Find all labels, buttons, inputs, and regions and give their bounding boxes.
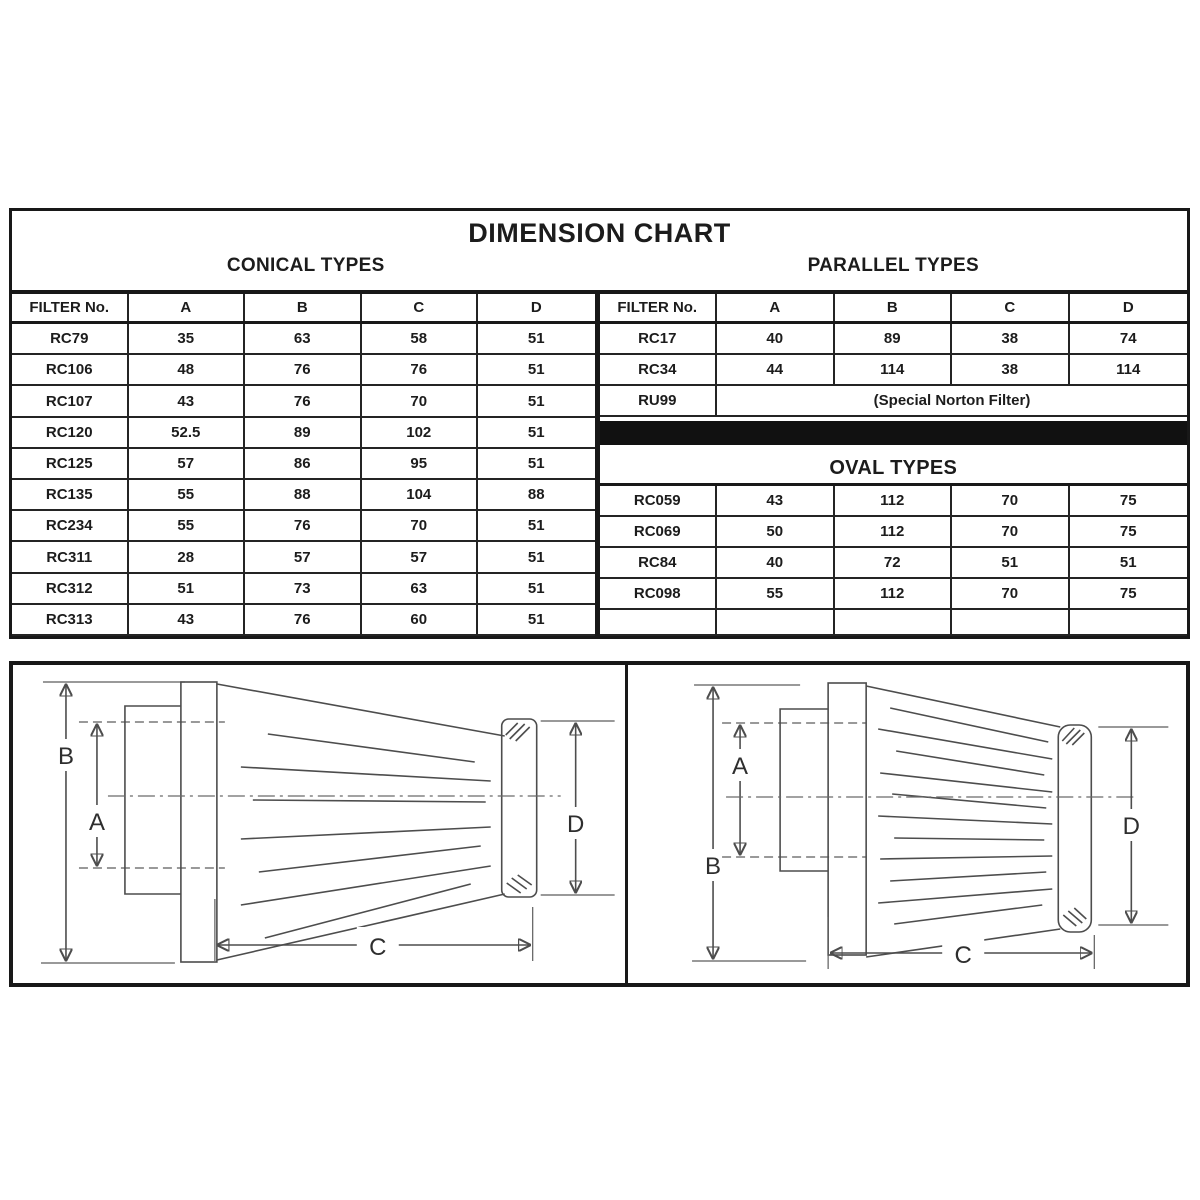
- dim-label-b: B: [704, 853, 721, 880]
- oval-rows: [600, 486, 1188, 610]
- filter-no-cell: RC311: [12, 542, 129, 571]
- cone-top-edge: [866, 686, 1060, 727]
- dim-c-annotation: [828, 917, 1094, 969]
- dim-label-d: D: [567, 810, 585, 839]
- table-row: [12, 386, 595, 417]
- flange: [828, 683, 866, 955]
- dim-c-cell: 104: [362, 480, 479, 509]
- flange: [181, 682, 217, 962]
- dim-c-cell: 95: [362, 449, 479, 478]
- dim-d-cell: 75: [1119, 523, 1137, 540]
- table-row: [12, 574, 595, 605]
- table-row: [12, 542, 595, 573]
- dim-d-cell: 51: [1119, 554, 1137, 571]
- oval-section-title: OVAL TYPES: [600, 453, 1188, 486]
- dim-b-cell: 73: [245, 574, 362, 603]
- table-row: [600, 324, 1188, 355]
- dim-b-cell: 76: [245, 355, 362, 384]
- dim-c-cell: 70: [362, 386, 479, 415]
- column-header-a: A: [717, 294, 835, 321]
- dim-b-cell: 86: [245, 449, 362, 478]
- dim-d-cell: 74: [1119, 330, 1137, 347]
- table-row: [12, 480, 595, 511]
- dim-a-cell: 57: [129, 449, 246, 478]
- filter-no-cell: RC34: [600, 355, 718, 384]
- column-header-d: D: [530, 299, 542, 316]
- dim-label-d: D: [1122, 813, 1140, 840]
- filter-no-cell: RC125: [12, 449, 129, 478]
- parallel-header-row: [600, 294, 1188, 324]
- dim-a-cell: 28: [129, 542, 246, 571]
- dim-d-cell: 51: [527, 610, 545, 628]
- dim-a-cell: 55: [129, 480, 246, 509]
- dim-b-cell: 76: [245, 386, 362, 415]
- dim-d-cell: 75: [1119, 492, 1137, 509]
- dim-a-cell: 40: [717, 324, 835, 353]
- special-note-cell: (Special Norton Filter): [873, 392, 1031, 409]
- filter-no-cell: RC17: [600, 324, 718, 353]
- conical-filter-drawing: [13, 665, 628, 983]
- end-cap: [502, 719, 537, 897]
- dim-b-annotation: [41, 682, 185, 963]
- dim-d-cell: 51: [527, 423, 545, 441]
- conical-section-title: CONICAL TYPES: [226, 255, 385, 276]
- filter-no-cell: RC120: [12, 418, 129, 447]
- dim-b-cell: 63: [245, 324, 362, 353]
- end-cap: [1058, 725, 1091, 932]
- dim-a-cell: 52.5: [129, 418, 246, 447]
- dim-b-cell: 57: [245, 542, 362, 571]
- filter-no-cell: RC069: [600, 517, 718, 546]
- parallel-filter-drawing: [628, 665, 1186, 983]
- dim-label-c: C: [369, 933, 387, 962]
- dim-a-cell: 48: [129, 355, 246, 384]
- filter-no-cell: RC098: [600, 579, 718, 608]
- dim-b-cell: 114: [835, 355, 953, 384]
- table-row: [12, 355, 595, 386]
- dim-c-cell: 102: [362, 418, 479, 447]
- filter-no-cell: RC106: [12, 355, 129, 384]
- conical-header-row: [12, 294, 595, 324]
- column-header-c: C: [952, 294, 1070, 321]
- cone-top-edge: [217, 684, 505, 736]
- dim-d-cell: 51: [527, 454, 545, 472]
- filter-no-cell: RC79: [12, 324, 129, 353]
- filter-no-cell: RC059: [600, 486, 718, 515]
- table-row: [12, 511, 595, 542]
- dim-a-cell: 40: [717, 548, 835, 577]
- tables: [12, 290, 1187, 636]
- dim-d-cell: 51: [527, 579, 545, 597]
- dim-a-cell: 44: [717, 355, 835, 384]
- filter-body: [726, 683, 1133, 957]
- dim-c-cell: 70: [362, 511, 479, 540]
- dim-d-cell: 51: [527, 517, 545, 535]
- section-titles: [12, 255, 1187, 290]
- conical-rows: [12, 324, 595, 636]
- dim-d-cell: 114: [1116, 361, 1141, 378]
- table-row: [12, 418, 595, 449]
- dim-b-cell: 72: [835, 548, 953, 577]
- dim-a-annotation: [722, 723, 866, 857]
- dim-label-c: C: [954, 942, 972, 969]
- dim-c-cell: 70: [952, 517, 1070, 546]
- filter-no-cell: RU99: [600, 386, 718, 415]
- dim-d-cell: 51: [527, 548, 545, 566]
- dim-c-annotation: [215, 899, 533, 961]
- filter-no-cell: RC107: [12, 386, 129, 415]
- filter-no-cell: RC313: [12, 605, 129, 634]
- dimension-chart: [9, 208, 1190, 639]
- drawings-panel: [9, 661, 1190, 987]
- conical-table: [12, 294, 600, 636]
- dim-label-b: B: [57, 742, 74, 771]
- dim-a-cell: 43: [717, 486, 835, 515]
- dim-d-cell: 51: [527, 361, 545, 379]
- parallel-section-title: PARALLEL TYPES: [807, 255, 979, 276]
- dim-c-cell: 63: [362, 574, 479, 603]
- filter-no-cell: RC84: [600, 548, 718, 577]
- parallel-oval-table: [600, 294, 1188, 636]
- dim-a-cell: 35: [129, 324, 246, 353]
- spacer: [600, 445, 1188, 453]
- dim-a-cell: 43: [129, 386, 246, 415]
- inlet-neck: [125, 706, 181, 894]
- inlet-neck: [780, 709, 828, 871]
- table-row: [12, 605, 595, 636]
- column-header-b: B: [245, 294, 362, 321]
- table-row: [600, 579, 1188, 610]
- filter-no-cell: RC135: [12, 480, 129, 509]
- dim-a-cell: 43: [129, 605, 246, 634]
- column-header-d: D: [1122, 299, 1134, 316]
- black-separator-bar: [600, 421, 1188, 445]
- dim-d-annotation: [1098, 727, 1168, 925]
- dim-a-cell: 51: [129, 574, 246, 603]
- pleat-lines: [241, 734, 491, 938]
- dim-b-cell: 112: [835, 517, 953, 546]
- filter-no-cell: RC234: [12, 511, 129, 540]
- dim-label-a: A: [88, 808, 105, 837]
- dim-b-cell: 112: [835, 486, 953, 515]
- page-title: DIMENSION CHART: [468, 217, 731, 248]
- dim-b-annotation: [692, 685, 806, 961]
- table-row: [600, 517, 1188, 548]
- table-row: [600, 355, 1188, 386]
- special-row-wrap: [600, 386, 1188, 417]
- dim-d-cell: 51: [527, 392, 545, 410]
- dim-label-a: A: [731, 753, 748, 780]
- end-cap-hatching: [506, 723, 532, 893]
- filter-no-cell: RC312: [12, 574, 129, 603]
- dim-c-cell: 76: [362, 355, 479, 384]
- filter-body: [108, 682, 561, 962]
- table-row-ru99: [600, 386, 1188, 417]
- dim-a-cell: 50: [717, 517, 835, 546]
- column-header-c: C: [362, 294, 479, 321]
- end-cap-hatching: [1062, 728, 1086, 926]
- column-header-filter-no: FILTER No.: [600, 294, 718, 321]
- table-row: [600, 486, 1188, 517]
- dim-c-cell: 57: [362, 542, 479, 571]
- dim-d-annotation: [541, 721, 615, 895]
- dim-c-cell: 51: [952, 548, 1070, 577]
- dim-b-cell: 112: [835, 579, 953, 608]
- dim-b-cell: 88: [245, 480, 362, 509]
- dim-a-cell: 55: [717, 579, 835, 608]
- dim-c-cell: 70: [952, 486, 1070, 515]
- parallel-rows: [600, 324, 1188, 386]
- dim-a-annotation: [79, 722, 225, 868]
- dim-c-cell: 60: [362, 605, 479, 634]
- dim-d-cell: 88: [527, 486, 545, 504]
- dim-d-cell: 75: [1119, 585, 1137, 602]
- dim-b-cell: 76: [245, 511, 362, 540]
- table-row: [600, 548, 1188, 579]
- column-header-a: A: [129, 294, 246, 321]
- dim-c-cell: 38: [952, 324, 1070, 353]
- dim-b-cell: 89: [835, 324, 953, 353]
- pleat-lines: [878, 708, 1052, 924]
- dim-d-cell: 51: [527, 330, 545, 348]
- table-row: [12, 449, 595, 480]
- dim-b-cell: 89: [245, 418, 362, 447]
- dim-b-cell: 76: [245, 605, 362, 634]
- column-header-b: B: [835, 294, 953, 321]
- dim-a-cell: 55: [129, 511, 246, 540]
- table-row: [12, 324, 595, 355]
- column-header-filter-no: FILTER No.: [12, 294, 129, 321]
- dim-c-cell: 38: [952, 355, 1070, 384]
- empty-filler-row: [600, 610, 1188, 636]
- dim-c-cell: 70: [952, 579, 1070, 608]
- dim-c-cell: 58: [362, 324, 479, 353]
